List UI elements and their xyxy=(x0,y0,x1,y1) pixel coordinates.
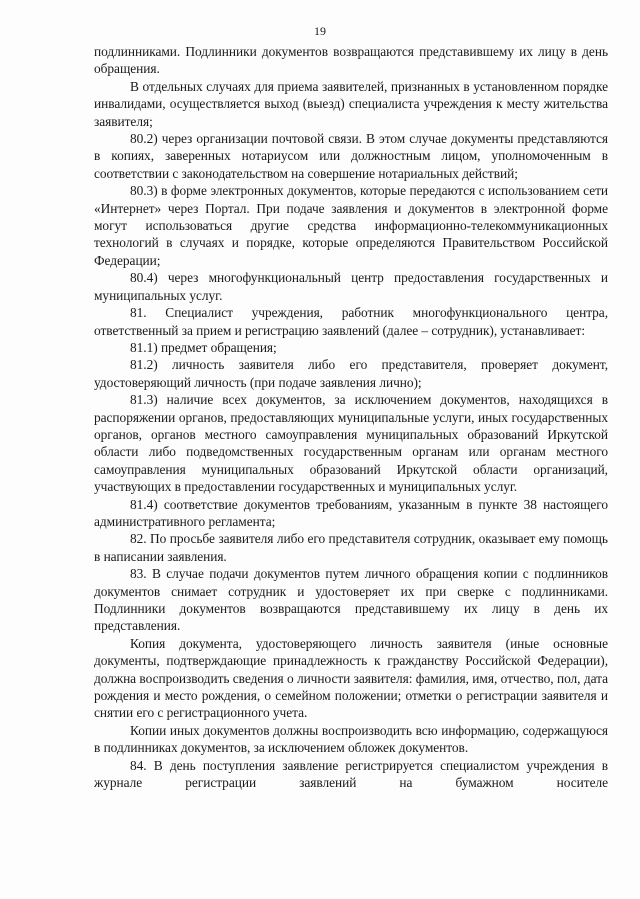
paragraph: 80.4) через многофункциональный центр предоставления государственных и муниципальных услуг. xyxy=(94,270,608,303)
page-number: 19 xyxy=(314,24,326,38)
document-body xyxy=(94,43,608,791)
paragraph: 83. В случае подачи документов путем личного обращения копии с подлинников документов снимает сотрудник и удостоверяет их при сверке с подлинниками. Подлинники документов возвращаются представившему их лицу в день их представления. xyxy=(94,566,608,634)
paragraph: 81.1) предмет обращения; xyxy=(130,339,277,355)
paragraph: 82. По просьбе заявителя либо его представителя сотрудник, оказывает ему помощь в написании заявления. xyxy=(94,531,608,564)
paragraph: 80.2) через организации почтовой связи. В этом случае документы представляются в копиях, заверенных нотариусом или должностным лицом, уполномоченным в соответствии с законодательством на совершение нотариальных действий; xyxy=(94,131,608,181)
paragraph: Копии иных документов должны воспроизводить всю информацию, содержащуюся в подлинниках документов, за исключением обложек документов. xyxy=(94,722,608,756)
paragraph: В отдельных случаях для приема заявителей, признанных в установленном порядке инвалидами, осуществляется выход (выезд) специалиста учреждения к месту жительства заявителя; xyxy=(94,78,608,129)
paragraph: Копия документа, удостоверяющего личность заявителя (иные основные документы, подтверждающие принадлежность к гражданству Российской Федерации), должна воспроизводить сведения о личности заявителя: фамилия, имя, отчество, пол, дата рождения и место рождения, о семейном положении; отметки о регистрации заявителя и снятии его с регистрационного учета. xyxy=(94,635,608,721)
paragraph: 81.2) личность заявителя либо его представителя, проверяет документ, удостоверяющий личность (при подаче заявления лично); xyxy=(94,357,608,390)
paragraph: подлинниками. Подлинники документов возвращаются представившему их лицу в день обращения. xyxy=(94,44,608,77)
paragraph: 80.3) в форме электронных документов, которые передаются с использованием сети «Интернет» через Портал. При подаче заявления и документов в электронной форме могут использоваться другие средства информационно-телекоммуникационных технологий в случаях и порядке, которые определяются Правительством Российской Федерации; xyxy=(94,183,608,268)
paragraph: 81.3) наличие всех документов, за исключением документов, находящихся в распоряжении органов, предоставляющих муниципальные услуги, иных государственных органов, органов местного самоуправления муниципальных образований Иркутской области либо подведомственных государственным органам или органам местного самоуправления муниципальных образований Иркутской области организаций, участвующих в предоставлении государственных и муниципальных услуг. xyxy=(94,392,608,495)
paragraph: 81. Специалист учреждения, работник многофункционального центра, ответственный за прием и регистрацию заявлений (далее – сотрудник), устанавливает: xyxy=(94,305,608,338)
paragraph: 84. В день поступления заявление регистрируется специалистом учреждения в журнале регистрации заявлений на бумажном носителе xyxy=(94,757,608,791)
paragraph: 81.4) соответствие документов требованиям, указанным в пункте 38 настоящего административного регламента; xyxy=(94,496,608,529)
